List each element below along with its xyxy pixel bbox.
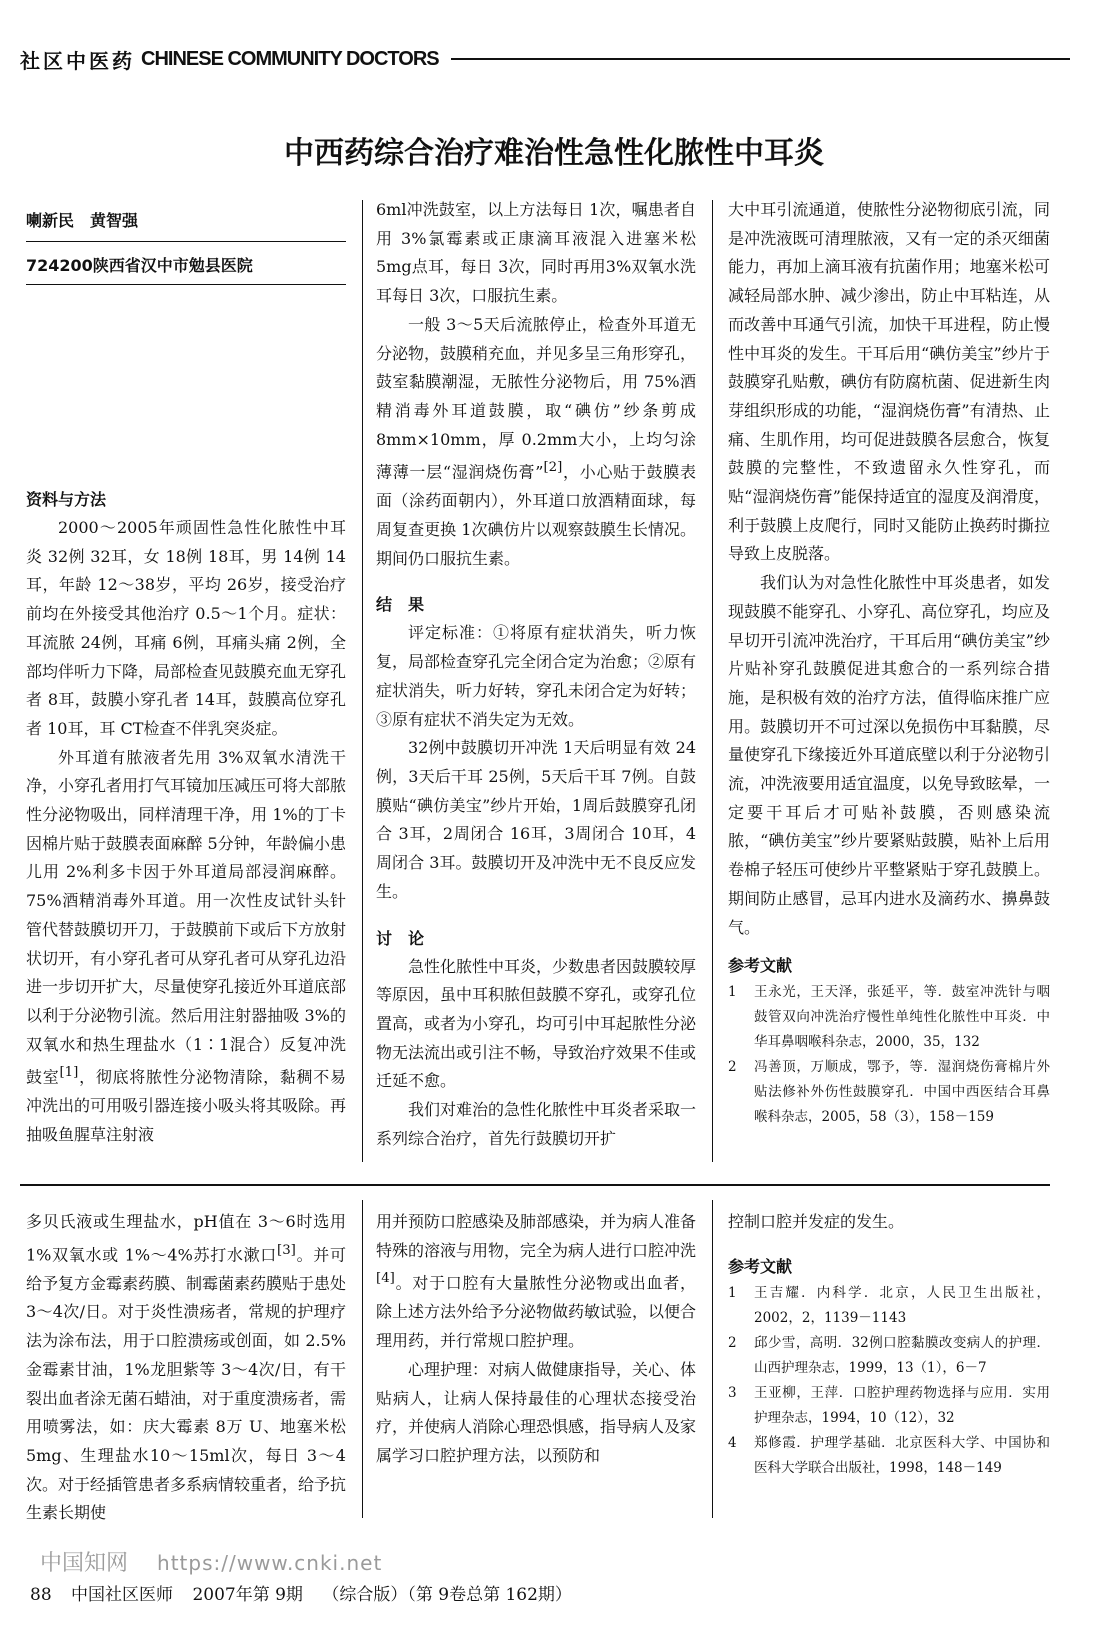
watermark-url: https://www.cnki.net xyxy=(157,1551,383,1575)
article-separator-rule xyxy=(20,1184,1050,1186)
section-heading-methods: 资料与方法 xyxy=(26,490,107,509)
article-column-1 xyxy=(26,486,346,1150)
running-header xyxy=(20,42,1070,76)
citation: [3] xyxy=(277,1242,296,1258)
article-column-2 xyxy=(376,196,696,1153)
journal-name-cn: 社区中医药 xyxy=(20,48,135,73)
reference-list xyxy=(728,1281,1050,1481)
watermark-site: 中国知网 xyxy=(40,1551,129,1576)
affiliation: 724200陕西省汉中市勉县医院 xyxy=(26,242,346,285)
header-rule xyxy=(451,58,1070,60)
continuation-column-3 xyxy=(728,1208,1050,1481)
continuation-column-2 xyxy=(376,1208,696,1471)
citation: [2] xyxy=(543,460,563,476)
reference-item: 1 王吉耀．内科学．北京，人民卫生出版社，2002，2，1139－1143 xyxy=(728,1284,1050,1326)
authors: 喇新民 黄智强 xyxy=(26,207,346,242)
watermark xyxy=(40,1546,404,1577)
section-heading-results: 结 果 xyxy=(376,595,425,615)
page-number: 88 xyxy=(30,1585,52,1605)
column-divider xyxy=(712,200,713,1162)
author-block xyxy=(26,207,346,285)
column-divider xyxy=(362,1200,363,1518)
paragraph: 多贝氏液或生理盐水，pH值在 3～6时选用 1%双氧水或 1%～4%苏打水漱口[3]。并可给予复方金霉素药膜、制霉菌素药膜贴于患处 3～4次/日。对于炎性溃疡者，常规的护理疗法为涂布法，用于口腔溃疡或创面，如 2.5%金霉素甘油，1%龙胆紫等 3～4次/日，有干裂出血者涂无菌石蜡油，对于重度溃疡者，需用喷雾法，如：庆大霉素 8万 U、地塞米松 5mg、生理盐水10～15ml次，每日 3～4次。对于经插管患者多系病情较重者，给予抗生素长期使 xyxy=(26,1212,347,1523)
article-column-3 xyxy=(728,196,1050,1130)
footer-edition: （综合版）（第 9卷总第 162期） xyxy=(322,1585,572,1605)
reference-item: 4 郑修霞．护理学基础．北京医科大学、中国协和医科大学联合出版社，1998，148－149 xyxy=(728,1434,1050,1476)
reference-item: 1 王永光，王天泽，张延平，等．鼓室冲洗针与咽鼓管双向冲洗治疗慢性单纯性化脓性中耳炎．中华耳鼻咽喉科杂志，2000，35，132 xyxy=(728,984,1050,1051)
page-footer xyxy=(30,1580,586,1605)
references-heading: 参考文献 xyxy=(728,956,793,976)
paragraph: 控制口腔并发症的发生。 xyxy=(728,1212,905,1231)
column-divider xyxy=(712,1200,713,1518)
section-heading-discussion: 讨 论 xyxy=(376,928,425,948)
references-heading: 参考文献 xyxy=(728,1256,793,1276)
article-title: 中西药综合治疗难治性急性化脓性中耳炎 xyxy=(284,136,824,171)
paragraph: 急性化脓性中耳炎，少数患者因鼓膜较厚等原因，虽中耳积脓但鼓膜不穿孔，或穿孔位置高，或者为小穿孔，均可引中耳起脓性分泌物无法流出或引注不畅，导致治疗效果不佳或迁延不愈。 xyxy=(376,956,697,1091)
reference-item: 2 邱少雪，高明．32例口腔黏膜改变病人的护理．山西护理杂志，1999，13（1），6－7 xyxy=(728,1334,1050,1376)
paragraph: 我们认为对急性化脓性中耳炎患者，如发现鼓膜不能穿孔、小穿孔、高位穿孔，均应及早切开引流冲洗治疗，干耳后用“碘仿美宝”纱片贴补穿孔鼓膜促进其愈合的一系列综合措施，是积极有效的治疗方法，值得临床推广应用。鼓膜切开不可过深以免损伤中耳黏膜，尽量使穿孔下缘接近外耳道底壁以利于分泌物引流，冲洗液要用适宜温度，以免导致眩晕，一定要干耳后才可贴补鼓膜，否则感染流脓，“碘仿美宝”纱片要紧贴鼓膜，贴补上后用卷棉子轻压可使纱片平整紧贴于穿孔鼓膜上。期间防止感冒，忌耳内进水及滴药水、擤鼻鼓气。 xyxy=(728,573,1050,937)
paragraph: 6ml冲洗鼓室，以上方法每日 1次，嘱患者自用 3%氯霉素或正康滴耳液混入进塞米松 5mg点耳，每日 3次，同时再用3%双氧水洗耳每日 3次，口服抗生素。 xyxy=(376,200,696,306)
citation: [4] xyxy=(376,1271,395,1287)
reference-list xyxy=(728,980,1050,1130)
paragraph: 心理护理：对病人做健康指导，关心、体贴病人，让病人保持最佳的心理状态接受治疗，并使病人消除心理恐惧感，指导病人及家属学习口腔护理方法，以预防和 xyxy=(376,1359,697,1465)
citation: [1] xyxy=(59,1065,79,1081)
paragraph: 外耳道有脓液者先用 3%双氧水清洗干净，小穿孔者用打气耳镜加压减压可将大部脓性分泌物吸出，同样清理干净，用 1%的丁卡因棉片贴于鼓膜表面麻醉 5分钟，年龄偏小患儿用 2%利多卡因于外耳道局部浸润麻醉。75%酒精消毒外耳道。用一次性皮试针头针管代替鼓膜切开刀，于鼓膜前下或后下方放射状切开，有小穿孔者可从穿孔者可从穿孔边沿进一步切开扩大，尽量使穿孔接近外耳道底部以利于分泌物引流。然后用注射器抽吸 3%的双氧水和热生理盐水（1∶1混合）反复冲洗鼓室[1]，彻底将脓性分泌物清除，黏稠不易冲洗出的可用吸引器连接小吸头将其吸除。再抽吸鱼腥草注射液 xyxy=(26,747,347,1145)
reference-item: 3 王亚柳，王萍．口腔护理药物选择与应用．实用护理杂志，1994，10（12），32 xyxy=(728,1384,1050,1426)
paragraph: 我们对难治的急性化脓性中耳炎者采取一系列综合治疗，首先行鼓膜切开扩 xyxy=(376,1100,697,1148)
footer-journal: 中国社区医师 xyxy=(71,1585,174,1605)
reference-item: 2 冯善顶，万顺成，鄂予，等．湿润烧伤膏棉片外贴法修补外伤性鼓膜穿孔．中国中西医结合耳鼻喉科杂志，2005，58（3），158－159 xyxy=(728,1059,1050,1126)
paragraph: 32例中鼓膜切开冲洗 1天后明显有效 24例，3天后干耳 25例，5天后干耳 7例。自鼓膜贴“碘仿美宝”纱片开始，1周后鼓膜穿孔闭合 3耳，2周闭合 16耳，3周闭合 10耳，4周闭合 3耳。鼓膜切开及冲洗中无不良反应发生。 xyxy=(376,738,696,901)
journal-name-en: CHINESE COMMUNITY DOCTORS xyxy=(141,47,439,70)
footer-issue: 2007年第 9期 xyxy=(192,1585,303,1605)
paragraph: 用并预防口腔感染及肺部感染，并为病人准备特殊的溶液与用物，完全为病人进行口腔冲洗[4]。对于口腔有大量脓性分泌物或出血者，除上述方法外给予分泌物做药敏试验，以便合理用药，并行常规口腔护理。 xyxy=(376,1212,697,1351)
continuation-column-1 xyxy=(26,1208,346,1528)
paragraph: 评定标准：①将原有症状消失，听力恢复，局部检查穿孔完全闭合定为治愈；②原有症状消失，听力好转，穿孔未闭合定为好转；③原有症状不消失定为无效。 xyxy=(376,623,697,729)
paragraph: 大中耳引流通道，使脓性分泌物彻底引流，同是冲洗液既可清理脓液，又有一定的杀灭细菌能力，再加上滴耳液有抗菌作用；地塞米松可减轻局部水肿、减少渗出，防止中耳粘连，从而改善中耳通气引流，加快干耳进程，防止慢性中耳炎的发生。干耳后用“碘仿美宝”纱片于鼓膜穿孔贴敷，碘仿有防腐杭菌、促进新生肉芽组织形成的功能，“湿润烧伤膏”有清热、止痛、生肌作用，均可促进鼓膜各层愈合，恢复鼓膜的完整性，不致遗留永久性穿孔，而贴“湿润烧伤膏”能保持适宜的湿度及润滑度，利于鼓膜上皮爬行，同时又能防止换药时撕拉导致上皮脱落。 xyxy=(728,200,1050,564)
paragraph: 一般 3～5天后流脓停止，检查外耳道无分泌物，鼓膜稍充血，并见多呈三角形穿孔，鼓室黏膜潮湿，无脓性分泌物后，用 75%酒精消毒外耳道鼓膜，取“碘仿”纱条剪成 8mm×10mm，厚 0.2mm大小，上均匀涂薄薄一层“湿润烧伤膏”[2]，小心贴于鼓膜表面（涂药面朝内），外耳道口放酒精面球，每周复查更换 1次碘仿片以观察鼓膜生长情况。期间仍口服抗生素。 xyxy=(376,314,697,568)
paragraph: 2000～2005年顽固性急性化脓性中耳炎 32例 32耳，女 18例 18耳，男 14例 14耳，年龄 12～38岁，平均 26岁，接受治疗前均在外接受其他治疗 0.5～1个月。症状：耳流脓 24例，耳痛 6例，耳痛头痛 2例，全部均伴听力下降，局部检查见鼓膜充血无穿孔者 8耳，鼓膜小穿孔者 14耳，鼓膜高位穿孔者 10耳，耳 CT检查不伴乳突炎症。 xyxy=(26,518,347,738)
column-divider xyxy=(362,200,363,1162)
